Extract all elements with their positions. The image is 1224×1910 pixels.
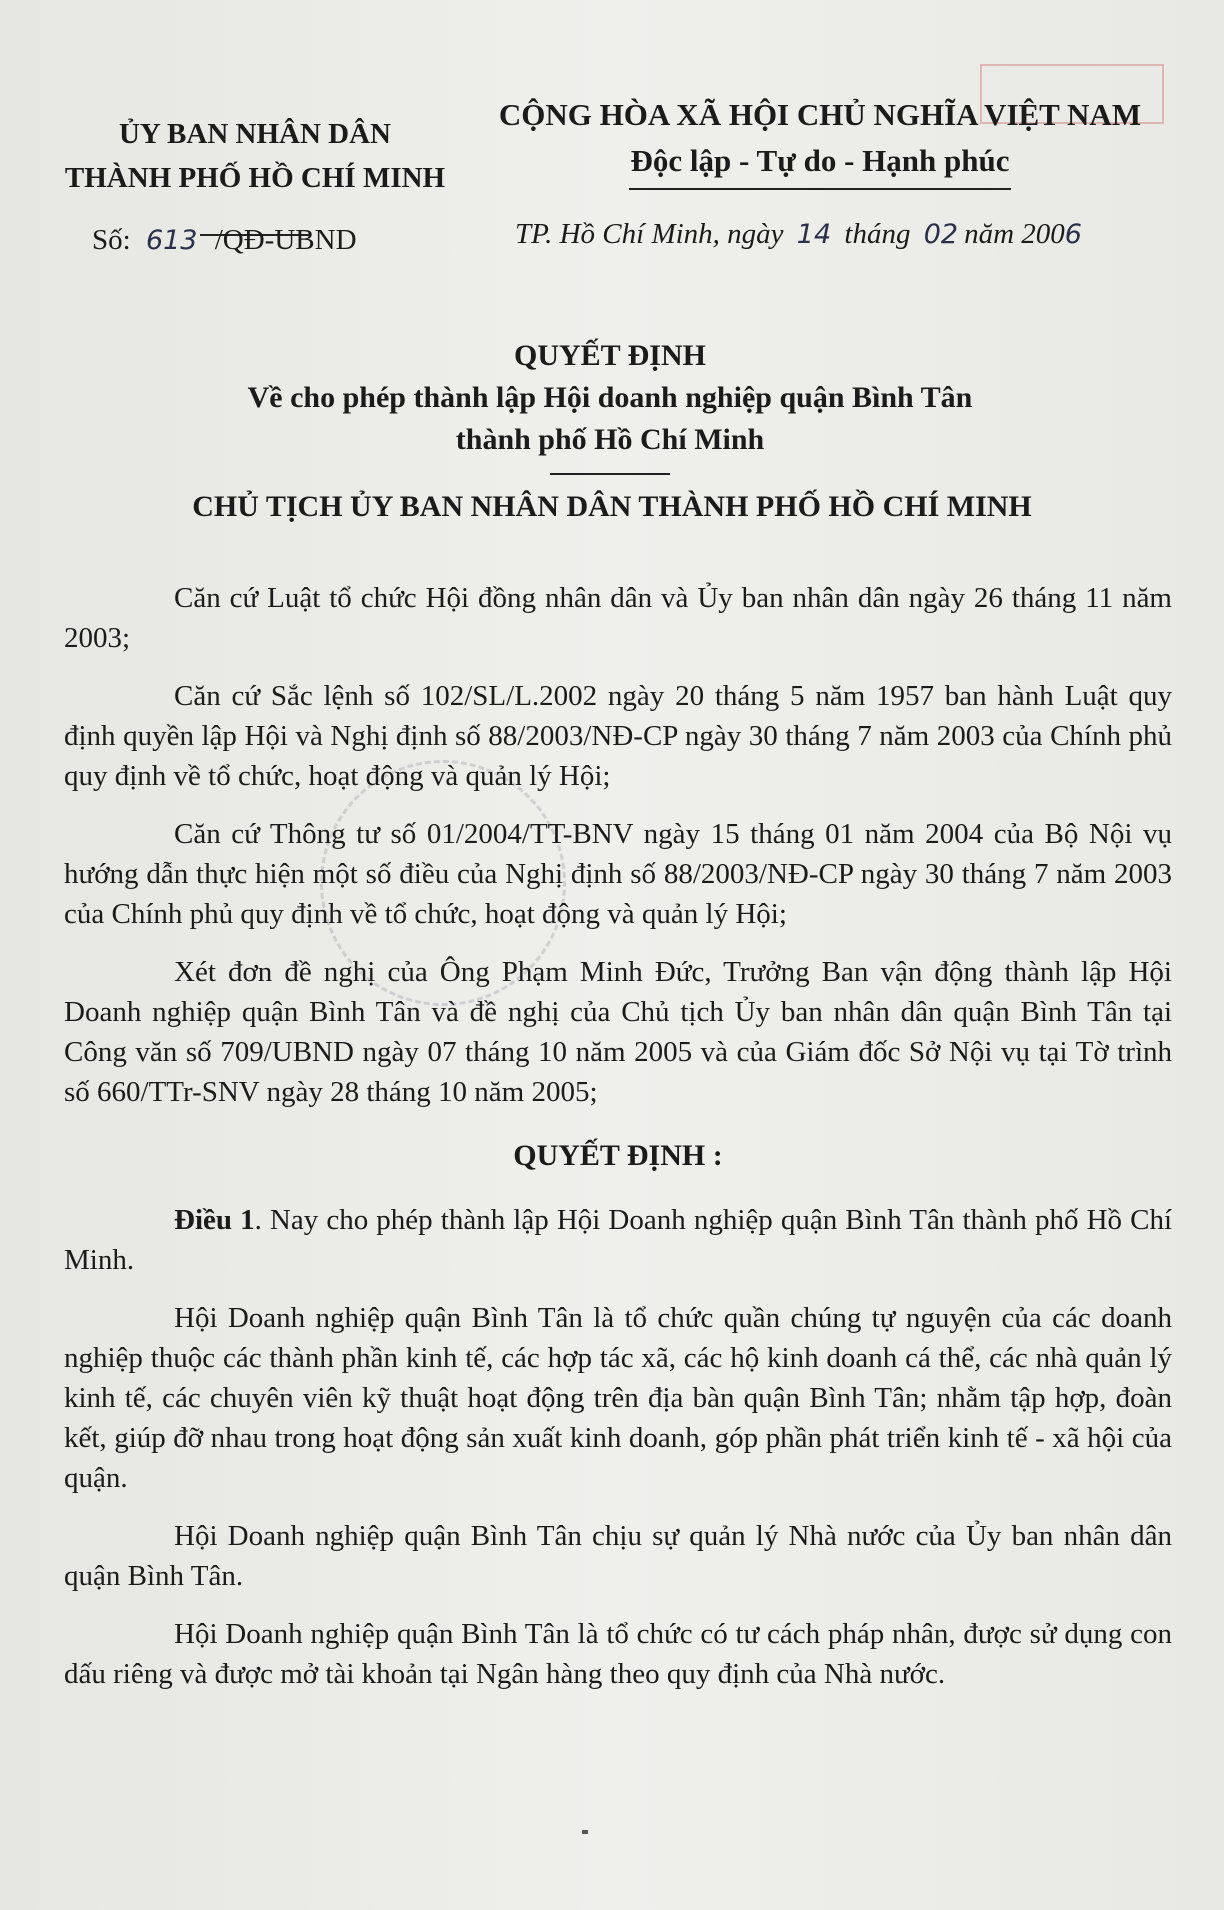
article-1-label: Điều 1 — [174, 1204, 255, 1236]
country-name: CỘNG HÒA XÃ HỘI CHỦ NGHĨA VIỆT NAM — [498, 97, 1142, 132]
paragraph-2: Hội Doanh nghiệp quận Bình Tân chịu sự quản lý Nhà nước của Ủy ban nhân dân quận Bình Tân. — [64, 1520, 1172, 1592]
date-year-label: năm 200 — [964, 218, 1065, 250]
paragraph-1: Hội Doanh nghiệp quận Bình Tân là tổ chức quần chúng tự nguyện của các doanh nghiệp thuộc các thành phần kinh tế, các hợp tác xã, các hộ kinh doanh cá thể, các nhà quản lý kinh tế, các chuyên viên kỹ thuật hoạt động trên địa bàn quận Bình Tân; nhằm tập hợp, đoàn kết, giúp đỡ nhau trong hoạt động sản xuất kinh doanh, góp phần phát triển kinh tế - xã hội của quận. — [64, 1302, 1172, 1494]
number-suffix: /QĐ-UBND — [214, 224, 357, 256]
date-month: 02 — [923, 219, 959, 250]
paragraph-3: Hội Doanh nghiệp quận Bình Tân là tổ chức có tư cách pháp nhân, được sử dụng con dấu riêng và được mở tài khoản tại Ngân hàng theo quy định của Nhà nước. — [64, 1618, 1172, 1690]
number-handwritten: 613 — [145, 225, 198, 256]
decision-title — [110, 335, 1110, 475]
document-number — [92, 224, 357, 257]
document-body — [64, 578, 1172, 1712]
date-year-digit: 6 — [1064, 219, 1082, 250]
subject-line-2: thành phố Hồ Chí Minh — [455, 423, 765, 456]
title-heading: QUYẾT ĐỊNH — [514, 339, 706, 372]
national-heading — [470, 92, 1170, 190]
basis-paragraph-3: Căn cứ Thông tư số 01/2004/TT-BNV ngày 15 tháng 01 năm 2004 của Bộ Nội vụ hướng dẫn thực hiện một số điều của Nghị định số 88/2003/NĐ-CP ngày 30 tháng 7 năm 2003 của Chính phủ quy định về tổ chức, hoạt động và quản lý Hội; — [64, 818, 1172, 930]
decide-heading: QUYẾT ĐỊNH : — [513, 1139, 723, 1172]
title-underline — [550, 473, 670, 475]
date-prefix: TP. Hồ Chí Minh, ngày — [515, 218, 784, 250]
subject-line-1: Về cho phép thành lập Hội doanh nghiệp quận Bình Tân — [247, 381, 973, 414]
article-1 — [64, 1200, 1172, 1280]
date-month-label: tháng — [844, 218, 911, 250]
org-line-2: THÀNH PHỐ HỒ CHÍ MINH — [64, 162, 446, 194]
article-1-text: . Nay cho phép thành lập Hội Doanh nghiệp quận Bình Tân thành phố Hồ Chí Minh. — [64, 1204, 1172, 1276]
issuing-authority — [30, 112, 480, 236]
number-prefix: Số: — [92, 224, 131, 256]
authority-heading: CHỦ TỊCH ỦY BAN NHÂN DÂN THÀNH PHỐ HỒ CHÍ MINH — [192, 490, 1032, 523]
national-motto: Độc lập - Tự do - Hạnh phúc — [629, 138, 1012, 190]
basis-paragraph-2: Căn cứ Sắc lệnh số 102/SL/L.2002 ngày 20 tháng 5 năm 1957 ban hành Luật quy định quyền lập Hội và Nghị định số 88/2003/NĐ-CP ngày 30 tháng 7 năm 2003 của Chính phủ quy định về tổ chức, hoạt động và quản lý Hội; — [64, 680, 1172, 792]
date-day: 14 — [796, 219, 832, 250]
issue-date — [515, 218, 1082, 251]
basis-paragraph-4: Xét đơn đề nghị của Ông Phạm Minh Đức, Trưởng Ban vận động thành lập Hội Doanh nghiệp quận Bình Tân và đề nghị của Chủ tịch Ủy ban nhân dân quận Bình Tân tại Công văn số 709/UBND ngày 07 tháng 10 năm 2005 và của Giám đốc Sở Nội vụ tại Tờ trình số 660/TTr-SNV ngày 28 tháng 10 năm 2005; — [64, 956, 1172, 1108]
org-line-1: ỦY BAN NHÂN DÂN — [118, 118, 391, 150]
page-mark — [582, 1830, 588, 1834]
basis-paragraph-1: Căn cứ Luật tổ chức Hội đồng nhân dân và Ủy ban nhân dân ngày 26 tháng 11 năm 2003; — [64, 582, 1172, 654]
